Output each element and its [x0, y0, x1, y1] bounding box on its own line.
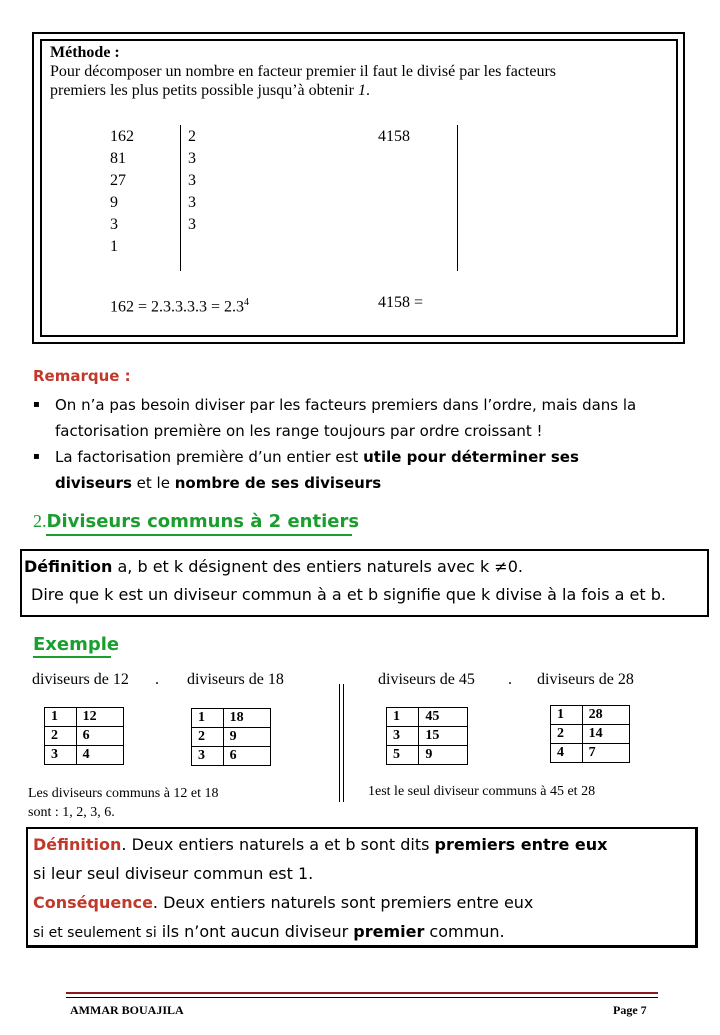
table-row: 3 6	[192, 747, 271, 766]
divisor-value: 2	[188, 128, 196, 145]
example-header-dot: .	[508, 671, 512, 688]
example-header-right-a: diviseurs de 45	[378, 671, 475, 688]
table-row: 5 9	[387, 746, 468, 765]
divisor-column	[188, 126, 196, 236]
factorization-result-1: $162 = 2.3.3.3.3 = 2.3^4$	[110, 297, 250, 316]
example-title: Exemple	[33, 634, 120, 655]
remark-title: Remarque :	[33, 367, 131, 385]
footer-rule-red	[66, 992, 658, 994]
divisor-value: 3	[188, 150, 196, 167]
dividend-value: 1	[110, 238, 118, 255]
example-header-left-a: diviseurs de 12	[32, 671, 129, 688]
table-row: 3 15	[387, 727, 468, 746]
method-line-1: Pour décomposer un nombre en facteur premier il faut le divisé par les facteurs	[50, 63, 557, 80]
section-title-underline	[46, 534, 352, 536]
divisors-table-18	[191, 708, 271, 766]
dividend-value: 81	[110, 150, 126, 167]
second-number: 4158	[378, 128, 410, 145]
footer-rule	[66, 997, 658, 998]
divisor-value: 3	[188, 216, 196, 233]
remark-list	[33, 392, 693, 496]
divisors-table-45	[386, 707, 468, 765]
example-header-right-b: diviseurs de 28	[537, 671, 634, 688]
example-header-left-b: diviseurs de 18	[187, 671, 284, 688]
table-row: 1 12	[45, 708, 124, 727]
table-row: 3 4	[45, 746, 124, 765]
table-row: 1 28	[551, 706, 630, 725]
definition-consequence-text: Définition. Deux entiers naturels a et b sont dits premiers entre eux si leur seul diviseur commun est 1. Conséquence. Deux entiers naturels sont premiers entre eux si et seulement si ils n’ont aucun diviseur premier commun.	[33, 835, 608, 941]
factorization-result-2: 4158 =	[378, 294, 424, 311]
right-conclusion: 1est le seul diviseur communs à 45 et 28	[368, 784, 596, 799]
method-title: Méthode :	[50, 44, 120, 61]
footer-page-number: Page 7	[613, 1003, 647, 1017]
division-separator-line	[180, 125, 181, 271]
section-title: 2.Diviseurs communs à 2 entiers	[33, 511, 360, 532]
left-conclusion: Les diviseurs communs à 12 et 18 sont : 1, 2, 3, 6.	[28, 786, 219, 820]
divisors-table-28	[550, 705, 630, 763]
table-row: 1 45	[387, 708, 468, 727]
divisor-value: 3	[188, 172, 196, 189]
divisor-value: 3	[188, 194, 196, 211]
dividend-column	[110, 126, 134, 258]
table-row: 4 7	[551, 744, 630, 763]
bullet-icon: ▪	[33, 451, 40, 462]
divisors-table-12	[44, 707, 124, 765]
dividend-value: 162	[110, 128, 134, 145]
table-row: 1 18	[192, 709, 271, 728]
division-separator-line-2	[457, 125, 458, 271]
example-title-underline	[33, 656, 111, 658]
example-header-dot: .	[155, 671, 159, 688]
method-text	[50, 43, 670, 100]
remark-item: ▪ On n’a pas besoin diviser par les facteurs premiers dans l’ordre, mais dans la factorisation première on les range toujours par ordre croissant !	[33, 392, 693, 444]
remark-item: ▪ La factorisation première d’un entier est utile pour déterminer ses diviseurs et le nombre de ses diviseurs	[33, 444, 693, 496]
bullet-icon: ▪	[33, 399, 40, 410]
definition-text: Définition a, b et k désignent des entiers naturels avec k ≠0. Dire que k est un diviseur commun à a et b signifie que k divise à la fois a et b.	[24, 557, 666, 604]
table-row: 2 9	[192, 728, 271, 747]
example-separator-line	[339, 684, 344, 802]
dividend-value: 9	[110, 194, 118, 211]
dividend-value: 3	[110, 216, 118, 233]
table-row: 2 6	[45, 727, 124, 746]
method-line-2: premiers les plus petits possible jusqu’à obtenir 1.	[50, 82, 370, 99]
dividend-value: 27	[110, 172, 126, 189]
table-row: 2 14	[551, 725, 630, 744]
footer-author: AMMAR BOUAJILA	[70, 1003, 184, 1017]
